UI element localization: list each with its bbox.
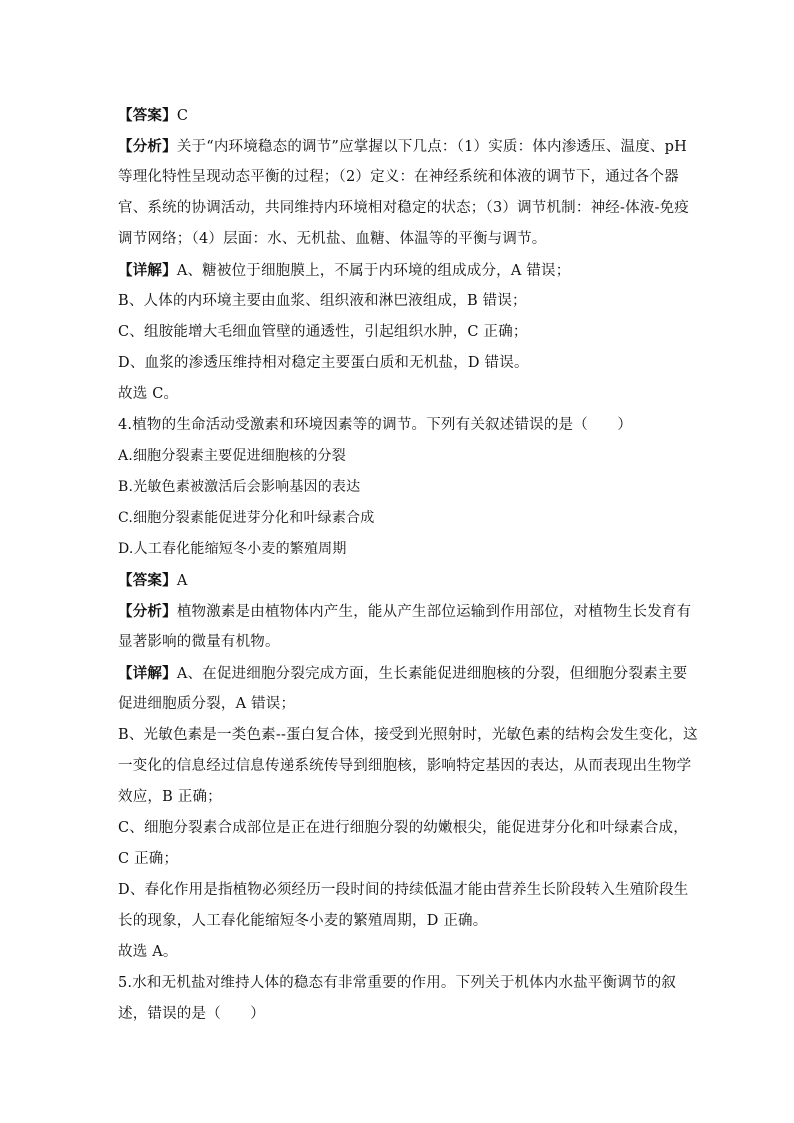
- explanation-text: 效应，B 正确；: [118, 789, 222, 805]
- explanation-text: 一变化的信息经过信息传递系统传导到细胞核，影响特定基因的表达，从而表现出生物学: [118, 758, 692, 774]
- explanation-text: C、细胞分裂素合成部位是正在进行细胞分裂的幼嫩根尖，能促进芽分化和叶绿素合成，: [118, 820, 688, 836]
- answer-tag: 【答案】: [118, 572, 177, 589]
- explanation-line-q4-d-cont: [118, 906, 678, 937]
- question-text: 4.植物的生命活动受激素和环境因素等的调节。下列有关叙述错误的是（ ）: [118, 417, 633, 433]
- analysis-text: 调节网络；（4）层面：水、无机盐、血糖、体温等的平衡与调节。: [118, 231, 547, 247]
- analysis-line-q4-cont: [118, 627, 678, 658]
- question-text: 述，错误的是（ ）: [118, 1006, 265, 1022]
- analysis-text: 显著影响的微量有机物。: [118, 634, 280, 650]
- explanation-line-q4-b: [118, 720, 698, 751]
- answer-value: A: [176, 573, 188, 589]
- explanation-text: D、血浆的渗透压维持相对稳定主要蛋白质和无机盐，D 错误。: [118, 355, 529, 371]
- explanation-text: B、人体的内环境主要由血浆、组织液和淋巴液组成，B 错误；: [118, 293, 527, 309]
- conclusion-text: 故选 C。: [118, 386, 179, 402]
- explanation-line-q4-c-cont: [118, 844, 678, 875]
- explanation-tag: 【详解】: [118, 262, 177, 279]
- explanation-line-q4: [118, 658, 688, 689]
- conclusion-text: 故选 A。: [118, 944, 178, 960]
- explanation-line-q4-cont: [118, 689, 678, 720]
- question-5-stem: [118, 968, 678, 999]
- analysis-text: 等理化特性呈现动态平衡的过程；（2）定义：在神经系统和体液的调节下，通过各个器: [118, 169, 679, 185]
- document-page: [118, 100, 698, 1030]
- analysis-line-q3-cont: [118, 162, 678, 193]
- conclusion-line-q3: [118, 379, 678, 410]
- question-text: 5.水和无机盐对维持人体的稳态有非常重要的作用。下列关于机体内水盐平衡调节的叙: [118, 975, 677, 991]
- analysis-text: 植物激素是由植物体内产生，能从产生部位运输到作用部位，对植物生长发育有: [176, 604, 692, 620]
- analysis-text: 官、系统的协调活动，共同维持内环境相对稳定的状态；（3）调节机制：神经-体液-免疫: [118, 200, 689, 216]
- question-4-stem: [118, 410, 678, 441]
- question-4-option-d: [118, 534, 678, 565]
- answer-tag: 【答案】: [118, 107, 177, 124]
- answer-value: C: [176, 108, 189, 124]
- analysis-tag: 【分析】: [118, 138, 177, 155]
- explanation-text: A、糖被位于细胞膜上，不属于内环境的组成成分，A 错误；: [176, 263, 571, 279]
- answer-line-q4: [118, 565, 678, 596]
- explanation-text: C 正确；: [118, 851, 179, 867]
- explanation-line-q4-c: [118, 813, 688, 844]
- analysis-line-q3: [118, 131, 687, 162]
- analysis-line-q3-cont: [118, 193, 689, 224]
- option-text: B.光敏色素被激活后会影响基因的表达: [118, 479, 361, 495]
- explanation-text: 促进细胞质分裂，A 错误；: [118, 696, 296, 712]
- explanation-text: A、在促进细胞分裂完成方面，生长素能促进细胞核的分裂，但细胞分裂素主要: [176, 666, 688, 682]
- conclusion-line-q4: [118, 937, 678, 968]
- analysis-line-q4: [118, 596, 692, 627]
- explanation-text: D、春化作用是指植物必须经历一段时间的持续低温才能由营养生长阶段转入生殖阶段生: [118, 882, 689, 898]
- analysis-line-q3-cont: [118, 224, 678, 255]
- analysis-tag: 【分析】: [118, 603, 177, 620]
- explanation-line-q3: [118, 255, 678, 286]
- analysis-text: 关于“内环境稳态的调节”应掌握以下几点：（1）实质：体内渗透压、温度、pH: [176, 139, 687, 155]
- explanation-line-q4-b-cont: [118, 751, 692, 782]
- explanation-line-q3-d: [118, 348, 678, 379]
- option-text: A.细胞分裂素主要促进细胞核的分裂: [118, 448, 346, 464]
- question-4-option-c: [118, 503, 678, 534]
- option-text: C.细胞分裂素能促进芽分化和叶绿素合成: [118, 510, 375, 526]
- explanation-line-q3-c: [118, 317, 678, 348]
- question-4-option-b: [118, 472, 678, 503]
- explanation-text: 长的现象，人工春化能缩短冬小麦的繁殖周期，D 正确。: [118, 913, 488, 929]
- answer-line-q3: [118, 100, 678, 131]
- explanation-line-q4-b-cont: [118, 782, 678, 813]
- explanation-line-q4-d: [118, 875, 689, 906]
- explanation-tag: 【详解】: [118, 665, 177, 682]
- explanation-text: B、光敏色素是一类色素--蛋白复合体，接受到光照射时，光敏色素的结构会发生变化，这: [118, 727, 698, 743]
- explanation-text: C、组胺能增大毛细血管壁的通透性，引起组织水肿，C 正确；: [118, 324, 528, 340]
- option-text: D.人工春化能缩短冬小麦的繁殖周期: [118, 541, 347, 557]
- explanation-line-q3-b: [118, 286, 678, 317]
- question-5-stem-cont: [118, 999, 678, 1030]
- question-4-option-a: [118, 441, 678, 472]
